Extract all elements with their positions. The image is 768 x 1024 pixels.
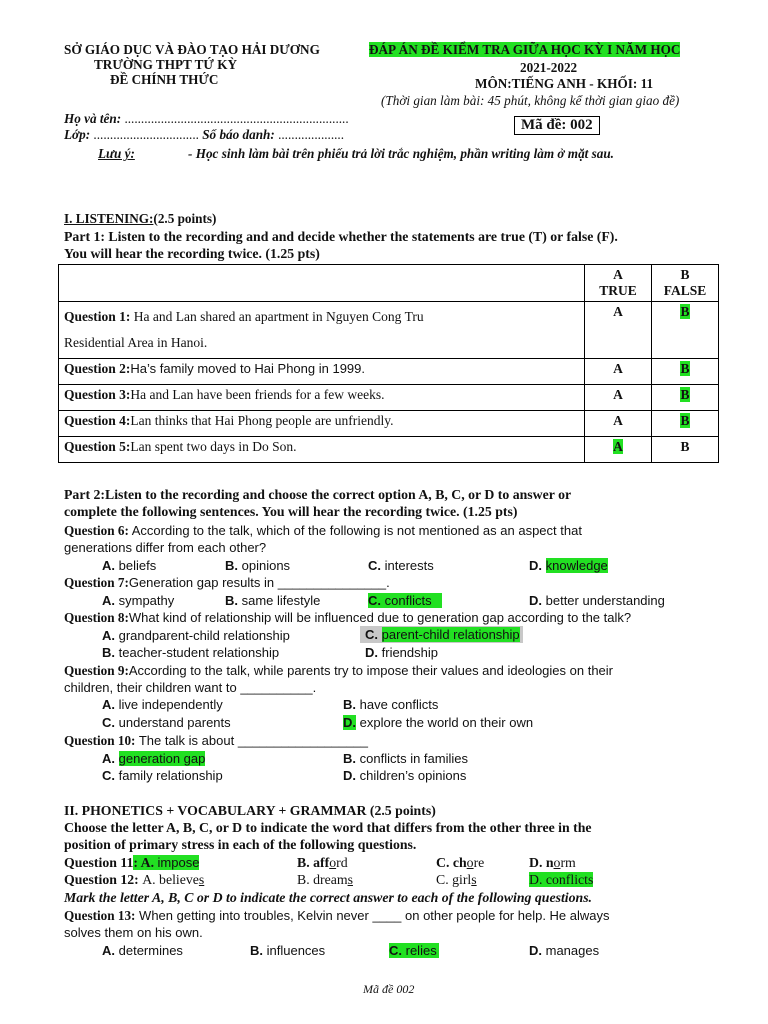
q4-answer-b[interactable]: B	[680, 413, 690, 428]
footer-exam-code: Mã đề 002	[363, 982, 415, 996]
q9-option-c[interactable]: C. understand parents	[102, 715, 231, 730]
q10-option-a[interactable]: A. generation gap	[102, 751, 206, 766]
q12-option-c[interactable]: C. girls	[436, 872, 477, 887]
part1-instruction-1: Part 1: Listen to the recording and and decide whether the statements are true (T) or false (F).	[64, 229, 618, 244]
col-b-label: B	[680, 267, 690, 282]
col-a-sub: TRUE	[599, 283, 637, 298]
q13-stem-2: solves them on his own.	[64, 925, 203, 940]
q13-option-a[interactable]: A. determines	[102, 943, 183, 958]
q6-option-d[interactable]: D. knowledge	[529, 558, 608, 573]
table-row: Question 4:Lan thinks that Hai Phong people are unfriendly. A B	[59, 411, 719, 437]
q3-answer-b[interactable]: B	[680, 387, 690, 402]
exam-time: (Thời gian làm bài: 45 phút, không kể thời gian giao đề)	[381, 93, 680, 108]
q7-option-b[interactable]: B. same lifestyle	[225, 593, 321, 608]
student-class-line: Lớp: ................................ Số báo danh: ....................	[64, 127, 345, 142]
q1-answer-b[interactable]: B	[680, 304, 690, 319]
student-name-line: Họ và tên: ....................................................................	[64, 111, 349, 126]
q2-answer-b[interactable]: B	[680, 361, 690, 376]
school-dept: SỞ GIÁO DỤC VÀ ĐÀO TẠO HẢI DƯƠNG	[64, 42, 320, 57]
q6-stem-2: generations differ from each other?	[64, 540, 267, 555]
q7-option-a[interactable]: A. sympathy	[102, 593, 175, 608]
q11-option-d[interactable]: D. norm	[529, 855, 576, 870]
q2-answer-a[interactable]: A	[613, 361, 623, 376]
part2-instruction-2: complete the following sentences. You will hear the recording twice. (1.25 pts)	[64, 504, 518, 519]
q9-option-d[interactable]: D. explore the world on their own	[343, 715, 534, 730]
q6-option-c[interactable]: C. interests	[368, 558, 434, 573]
q4-answer-a[interactable]: A	[613, 413, 623, 428]
q5-answer-b[interactable]: B	[680, 439, 690, 454]
table-row: Question 3:Ha and Lan have been friends for a few weeks. A B	[59, 385, 719, 411]
q9-option-b[interactable]: B. have conflicts	[343, 697, 439, 712]
q9-stem-2: children, their children want to __________.	[64, 680, 317, 695]
q11-option-c[interactable]: C. chore	[436, 855, 485, 870]
q8-option-a[interactable]: A. grandparent-child relationship	[102, 628, 290, 643]
q1-answer-a[interactable]: A	[613, 304, 623, 319]
q12-option-b[interactable]: B. dreams	[297, 872, 353, 887]
q13-option-d[interactable]: D. manages	[529, 943, 600, 958]
col-b-sub: FALSE	[663, 283, 707, 298]
q8-stem: Question 8:What kind of relationship will be influenced due to generation gap according to the talk?	[64, 610, 632, 625]
col-a-label: A	[613, 267, 623, 282]
table-row: Question 1: Ha and Lan shared an apartment in Nguyen Cong Tru Residential Area in Hanoi. A B	[59, 302, 719, 359]
q13-stem: Question 13: When getting into troubles, Kelvin never ____ on other people for help. He always	[64, 908, 610, 923]
q7-stem: Question 7:Generation gap results in _______________.	[64, 575, 390, 590]
q7-option-d[interactable]: D. better understanding	[529, 593, 665, 608]
q8-option-d[interactable]: D. friendship	[365, 645, 438, 660]
table-header-row	[59, 265, 719, 302]
section1-title: I. LISTENING:(2.5 points)	[64, 211, 217, 226]
q10-option-d[interactable]: D. children’s opinions	[343, 768, 467, 783]
q5-answer-a[interactable]: A	[613, 439, 623, 454]
q6-option-a[interactable]: A. beliefs	[102, 558, 157, 573]
q11-option-a[interactable]: : A. impose	[133, 855, 200, 870]
q3-answer-a[interactable]: A	[613, 387, 623, 402]
q12-option-a[interactable]: A. believes	[142, 872, 205, 887]
q10-option-c[interactable]: C. family relationship	[102, 768, 223, 783]
q10-stem: Question 10: The talk is about __________________	[64, 733, 368, 748]
exam-code-box: Mã đề: 002	[514, 116, 600, 135]
q11-option-b[interactable]: B. afford	[297, 855, 348, 870]
part1-instruction-2: You will hear the recording twice. (1.25 pts)	[64, 246, 320, 261]
part2-instruction-1: Part 2:Listen to the recording and choose the correct option A, B, C, or D to answer or	[64, 487, 572, 502]
q9-option-a[interactable]: A. live independently	[102, 697, 223, 712]
q9-stem: Question 9:According to the talk, while parents try to impose their values and ideologies on their	[64, 663, 613, 678]
q8-option-c[interactable]: C. parent-child relationship	[360, 627, 523, 642]
section2-instruction-2: position of primary stress in each of the following questions.	[64, 837, 417, 852]
q11-label: Question 11	[64, 855, 134, 870]
q6-stem: Question 6: According to the talk, which of the following is not mentioned as an aspect that	[64, 523, 582, 538]
q8-option-b[interactable]: B. teacher-student relationship	[102, 645, 280, 660]
exam-subject: MÔN:TIẾNG ANH - KHỐI: 11	[475, 76, 654, 91]
note-label: Lưu ý:	[98, 146, 135, 161]
q7-option-c[interactable]: C. conflicts	[368, 593, 442, 608]
section2-title: II. PHONETICS + VOCABULARY + GRAMMAR (2.5 points)	[64, 803, 436, 818]
true-false-table	[58, 264, 719, 463]
q10-option-b[interactable]: B. conflicts in families	[343, 751, 468, 766]
section2-instruction-3: Mark the letter A, B, C or D to indicate the correct answer to each of the following questions.	[64, 890, 593, 905]
q11-row	[64, 855, 199, 871]
exam-year: 2021-2022	[520, 60, 578, 75]
note-text: - Học sinh làm bài trên phiếu trả lời trắc nghiệm, phần writing làm ở mặt sau.	[188, 146, 614, 161]
official-label: ĐỀ CHÍNH THỨC	[110, 72, 219, 87]
table-row: Question 5:Lan spent two days in Do Son. A B	[59, 437, 719, 463]
table-row: Question 2:Ha’s family moved to Hai Phong in 1999. A B	[59, 359, 719, 385]
q12-option-d[interactable]: D. conflicts	[529, 872, 594, 887]
q6-option-b[interactable]: B. opinions	[225, 558, 291, 573]
school-name: TRƯỜNG THPT TỨ KỲ	[94, 57, 238, 72]
q13-option-b[interactable]: B. influences	[250, 943, 326, 958]
q12-row: Question 12: A. believes	[64, 872, 205, 887]
exam-title: ĐÁP ÁN ĐỀ KIỂM TRA GIỮA HỌC KỲ I NĂM HỌC	[369, 42, 681, 57]
section2-instruction-1: Choose the letter A, B, C, or D to indicate the word that differs from the other three in the	[64, 820, 592, 835]
q13-option-c[interactable]: C. relies	[389, 943, 437, 958]
